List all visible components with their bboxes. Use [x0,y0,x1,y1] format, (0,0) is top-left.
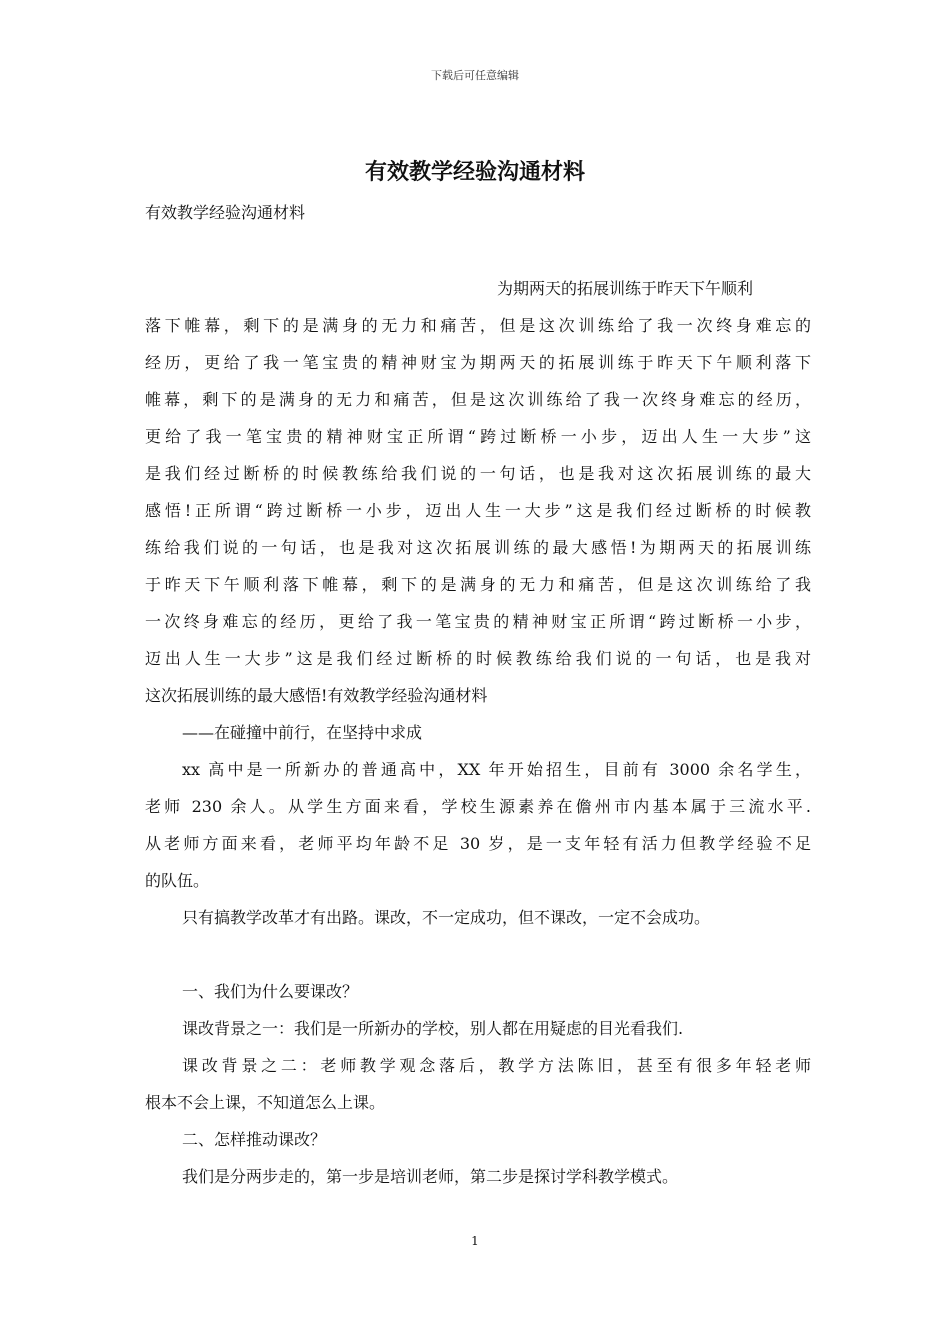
body-line: 这次拓展训练的最大感悟!有效教学经验沟通材料 [145,686,488,705]
body-line: 一次终身难忘的经历，更给了我一笔宝贵的精神财宝正所谓“跨过断桥一小步， [145,612,811,631]
document-title: 有效教学经验沟通材料 [364,160,585,185]
body-line: 根本不会上课，不知道怎么上课。 [145,1093,386,1112]
body-line: 我们是分两步走的，第一步是培训老师，第二步是探讨学科教学模式。 [182,1167,679,1186]
body-line: 的队伍。 [145,871,210,890]
body-line: 落下帷幕，剩下的是满身的无力和痛苦，但是这次训练给了我一次终身难忘的 [145,316,811,335]
body-line: 更给了我一笔宝贵的精神财宝正所谓“跨过断桥一小步，迈出人生一大步”这 [145,427,811,446]
body-line: 经历，更给了我一笔宝贵的精神财宝为期两天的拓展训练于昨天下午顺利落下 [145,353,811,372]
body-line: 迈出人生一大步”这是我们经过断桥的时候教练给我们说的一句话，也是我对 [145,649,811,668]
body-line: 课改背景之一：我们是一所新办的学校，别人都在用疑虑的目光看我们. [182,1019,684,1038]
body-line: 帷幕，剩下的是满身的无力和痛苦，但是这次训练给了我一次终身难忘的经历， [145,390,811,409]
body-line: 感悟!正所谓“跨过断桥一小步，迈出人生一大步”这是我们经过断桥的时候教 [145,501,811,520]
body-line: 只有搞教学改革才有出路。课改，不一定成功，但不课改，一定不会成功。 [182,908,711,927]
document-body [145,270,811,1195]
page-header: 下载后可任意编辑 [431,69,519,82]
body-line: xx 高中是一所新办的普通高中，XX 年开始招生，目前有 3000 余名学生， [182,760,811,779]
paragraph-gap [145,936,811,973]
body-line: 老师 230 余人。从学生方面来看，学校生源素养在儋州市内基本属于三流水平. [145,797,811,816]
body-line: 于昨天下午顺利落下帷幕，剩下的是满身的无力和痛苦，但是这次训练给了我 [145,575,811,594]
section-heading: 二、怎样推动课改？ [182,1130,327,1149]
section-heading: 一、我们为什么要课改？ [182,982,359,1001]
section-motto: ——在碰撞中前行，在坚持中求成 [182,723,423,742]
body-line: 练给我们说的一句话，也是我对这次拓展训练的最大感悟!为期两天的拓展训练 [145,538,811,557]
document-subtitle: 有效教学经验沟通材料 [145,203,306,222]
body-line: 为期两天的拓展训练于昨天下午顺利 [497,279,754,298]
body-line: 课改背景之二：老师教学观念落后，教学方法陈旧，甚至有很多年轻老师 [182,1056,811,1075]
page-number: 1 [471,1234,479,1248]
body-line: 从老师方面来看，老师平均年龄不足 30 岁，是一支年轻有活力但教学经验不足 [145,834,811,853]
body-line: 是我们经过断桥的时候教练给我们说的一句话，也是我对这次拓展训练的最大 [145,464,811,483]
